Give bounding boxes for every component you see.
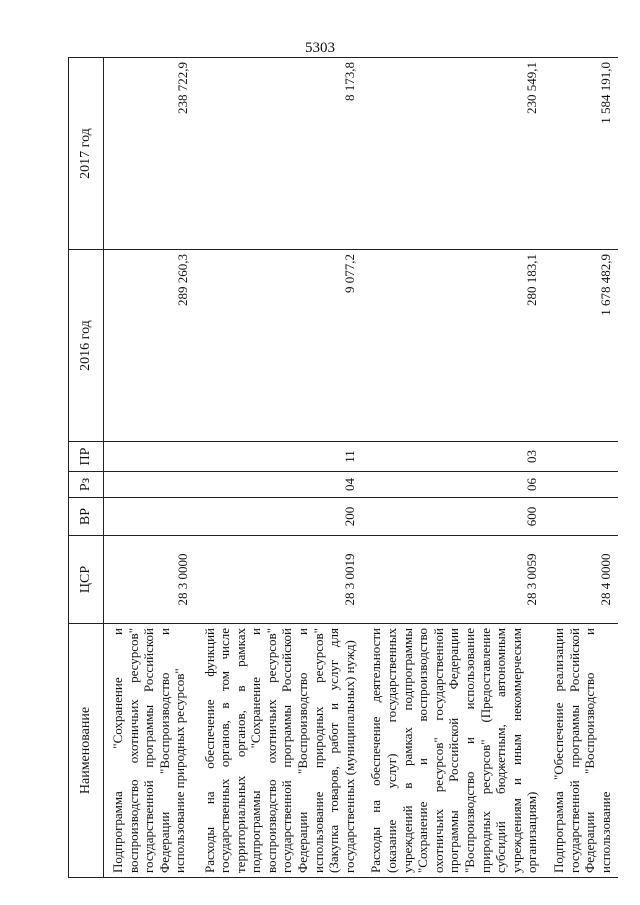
row-pr: [545, 442, 618, 472]
budget-table: [68, 57, 618, 878]
row-rz: [104, 472, 196, 498]
row-csr: 28 3 0000: [104, 536, 196, 624]
table-row: [362, 58, 545, 878]
row-rz: [545, 472, 618, 498]
table-header-row: [69, 58, 104, 878]
row-2017: 8 173,8: [196, 58, 363, 250]
row-pr: 11: [196, 442, 363, 472]
row-rz: 04: [196, 472, 363, 498]
header-vr: ВР: [69, 498, 104, 536]
row-name: Подпрограмма "Сохранение и воспроизводство охотничьих ресурсов" государственной программы Российской Федерации "Воспроизводство и использование природных ресурсов": [104, 624, 196, 878]
row-vr: 200: [196, 498, 363, 536]
page-number: 5303: [305, 40, 335, 56]
table-row: [104, 58, 196, 878]
header-csr: ЦСР: [69, 536, 104, 624]
row-pr: [104, 442, 196, 472]
row-2017: 230 549,1: [362, 58, 545, 250]
row-csr: 28 3 0019: [196, 536, 363, 624]
row-vr: [545, 498, 618, 536]
table-row: [196, 58, 363, 878]
header-rz: Рз: [69, 472, 104, 498]
row-pr: 03: [362, 442, 545, 472]
row-vr: [104, 498, 196, 536]
row-csr: 28 4 0000: [545, 536, 618, 624]
header-pr: ПР: [69, 442, 104, 472]
row-2016: 289 260,3: [104, 250, 196, 442]
row-csr: 28 3 0059: [362, 536, 545, 624]
row-name: Расходы на обеспечение деятельности (оказание услуг) государственных учреждений в рамках подпрограммы "Сохранение и воспроизводство охотничьих ресурсов" государственной программы Российской Федерации "Воспроизводство и использование природных ресурсов" (Предоставление субсидий бюджетным, автономным учреждениям и иным некоммерческим организациям): [362, 624, 545, 878]
header-2017: 2017 год: [69, 58, 104, 250]
row-2016: 280 183,1: [362, 250, 545, 442]
row-name: Расходы на обеспечение функций государственных органов, в том числе территориальных органов, в рамках подпрограммы "Сохранение и воспроизводство охотничьих ресурсов" государственной программы Российской Федерации "Воспроизводство и использование природных ресурсов" (Закупка товаров, работ и услуг для государственных (муниципальных) нужд): [196, 624, 363, 878]
header-2016: 2016 год: [69, 250, 104, 442]
row-2016: 1 678 482,9: [545, 250, 618, 442]
row-vr: 600: [362, 498, 545, 536]
row-name: Подпрограмма "Обеспечение реализации государственной программы Российской Федерации "Воспроизводство и использование: [545, 624, 618, 878]
row-2016: 9 077,2: [196, 250, 363, 442]
rotated-table-container: [68, 58, 613, 878]
row-rz: 06: [362, 472, 545, 498]
row-2017: 238 722,9: [104, 58, 196, 250]
table-row: [545, 58, 618, 878]
header-name: Наименование: [69, 624, 104, 878]
row-2017: 1 584 191,0: [545, 58, 618, 250]
